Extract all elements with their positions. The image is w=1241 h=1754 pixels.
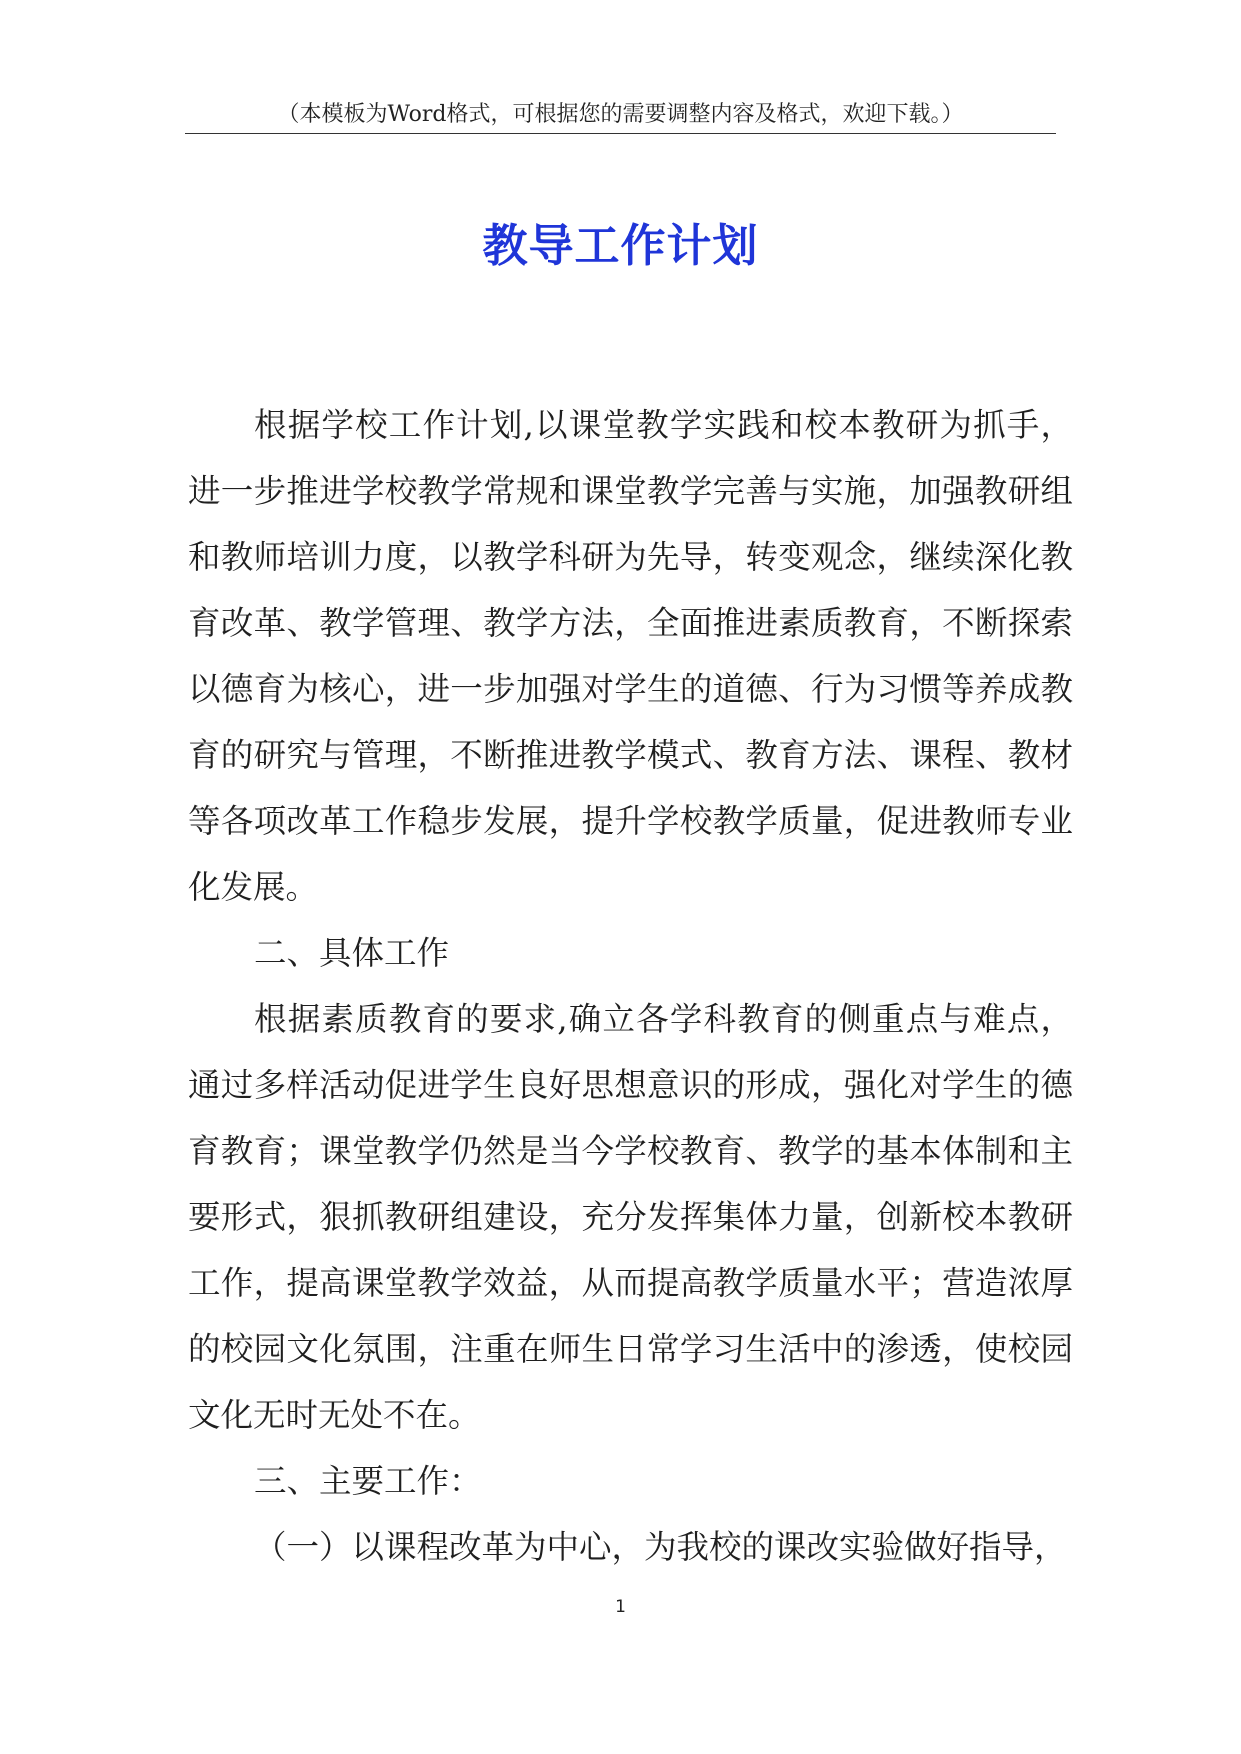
document-body: [188, 392, 1073, 1580]
section-heading-specific-work: 二、具体工作: [254, 934, 450, 972]
header-note: （本模板为Word格式，可根据您的需要调整内容及格式，欢迎下载。）: [277, 102, 964, 127]
paragraph-intro: 根据学校工作计划,以课堂教学实践和校本教研为抓手，进一步推进学校教学常规和课堂教学完善与实施，加强教研组和教师培训力度，以教学科研为先导，转变观念，继续深化教育改革、教学管理、教学方法，全面推进素质教育，不断探索以德育为核心，进一步加强对学生的道德、行为习惯等养成教育的研究与管理，不断推进教学模式、教育方法、课程、教材等各项改革工作稳步发展，提升学校教学质量，促进教师专业化发展。: [188, 406, 1073, 906]
header-divider: [185, 133, 1056, 134]
page-number: 1: [615, 1597, 626, 1617]
paragraph-specific-work: 根据素质教育的要求,确立各学科教育的侧重点与难点，通过多样活动促进学生良好思想意识的形成，强化对学生的德育教育；课堂教学仍然是当今学校教育、教学的基本体制和主要形式，狠抓教研组建设，充分发挥集体力量，创新校本教研工作，提高课堂教学效益，从而提高教学质量水平；营造浓厚的校园文化氛围，注重在师生日常学习生活中的渗透，使校园文化无时无处不在。: [188, 1000, 1073, 1434]
paragraph-main-work-item-1: （一）以课程改革为中心，为我校的课改实验做好指导，: [254, 1528, 1067, 1566]
section-heading-main-work: 三、主要工作：: [254, 1462, 482, 1500]
document-title: 教导工作计划: [482, 219, 759, 272]
